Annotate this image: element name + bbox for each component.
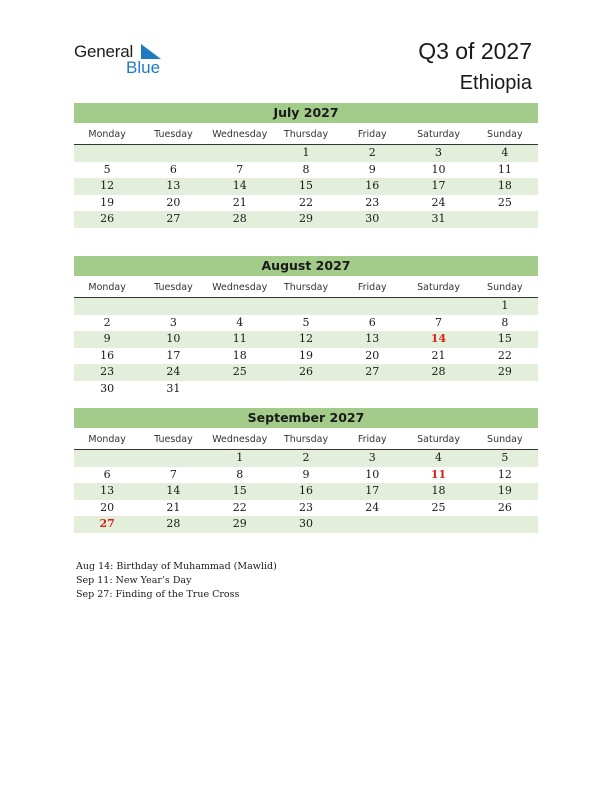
general-blue-logo: [74, 42, 174, 78]
day-cell: 10: [431, 162, 446, 176]
day-cell: 6: [169, 162, 177, 176]
week-row: [74, 195, 538, 212]
week-row: [74, 298, 538, 315]
day-cell: 9: [103, 332, 111, 345]
day-cell: 29: [298, 212, 313, 225]
country-name: Ethiopia: [459, 72, 532, 94]
day-cell: 5: [103, 162, 111, 176]
day-cell: [405, 516, 471, 533]
day-cell: 30: [365, 212, 380, 225]
weekday-header-row: [74, 430, 538, 450]
day-cell: 16: [298, 484, 313, 497]
day-cell: 8: [236, 467, 244, 481]
day-cell: 4: [501, 146, 509, 159]
day-cell: 20: [365, 348, 380, 362]
day-cell: [74, 145, 140, 162]
day-cell: 26: [298, 365, 313, 378]
weekday-label: Saturday: [417, 434, 460, 445]
weekday-label: Sunday: [487, 129, 523, 140]
weekday-label: Thursday: [283, 434, 329, 445]
holiday-notes: [76, 560, 277, 602]
weekday-label: Monday: [88, 129, 126, 140]
day-cell: 3: [169, 315, 177, 329]
weekday-label: Thursday: [283, 129, 329, 140]
day-cell: 28: [232, 212, 247, 225]
day-cell: [140, 450, 206, 467]
day-cell: 23: [100, 365, 115, 378]
day-cell: 23: [365, 195, 380, 209]
week-row: [74, 450, 538, 467]
day-cell: 15: [497, 332, 512, 345]
day-cell: [339, 381, 405, 398]
week-row: [74, 178, 538, 195]
weekday-label: Wednesday: [212, 282, 268, 293]
month-september: [74, 408, 538, 533]
day-cell: 20: [166, 195, 181, 209]
day-cell: 31: [431, 212, 446, 225]
day-cell: 18: [232, 348, 247, 362]
holiday-day-cell: 27: [99, 517, 115, 530]
day-cell: 29: [497, 365, 512, 378]
day-cell: 15: [232, 484, 247, 497]
weekday-label: Sunday: [487, 434, 523, 445]
day-cell: 13: [100, 484, 115, 497]
day-cell: 19: [298, 348, 313, 362]
weekday-label: Monday: [88, 282, 126, 293]
day-cell: 3: [368, 451, 376, 464]
weekday-label: Friday: [357, 129, 387, 140]
day-cell: 12: [298, 332, 313, 345]
day-cell: 19: [100, 195, 115, 209]
weekday-label: Tuesday: [154, 129, 193, 140]
week-row: [74, 145, 538, 162]
day-cell: 1: [236, 451, 244, 464]
holiday-day-cell: 11: [430, 467, 447, 481]
week-row: [74, 483, 538, 500]
week-row: [74, 211, 538, 228]
weekday-label: Saturday: [417, 282, 460, 293]
holiday-note: Aug 14: Birthday of Muhammad (Mawlid): [76, 561, 277, 572]
week-row: [74, 315, 538, 332]
day-cell: 27: [166, 212, 181, 225]
day-cell: 1: [302, 146, 310, 159]
month-july: [74, 103, 538, 228]
week-row: [74, 364, 538, 381]
day-cell: 14: [166, 484, 181, 497]
day-cell: 4: [236, 315, 244, 329]
week-row: [74, 348, 538, 365]
day-cell: 14: [232, 179, 247, 192]
day-cell: 1: [501, 299, 509, 312]
day-cell: 2: [103, 315, 111, 329]
day-cell: 6: [368, 315, 376, 329]
day-cell: 25: [232, 365, 247, 378]
day-cell: [472, 516, 538, 533]
day-cell: [405, 381, 471, 398]
day-cell: 24: [166, 365, 181, 378]
day-cell: [140, 145, 206, 162]
day-cell: 22: [232, 500, 247, 514]
day-cell: 12: [497, 467, 512, 481]
day-cell: 8: [302, 162, 310, 176]
weekday-label: Friday: [357, 282, 387, 293]
day-cell: 28: [166, 517, 181, 530]
day-cell: [140, 298, 206, 315]
weekday-label: Tuesday: [154, 434, 193, 445]
weekday-label: Friday: [357, 434, 387, 445]
day-cell: 30: [298, 517, 313, 530]
day-cell: [74, 298, 140, 315]
week-row: [74, 516, 538, 533]
day-cell: 5: [302, 315, 310, 329]
day-cell: 7: [236, 162, 244, 176]
day-cell: 30: [100, 381, 115, 395]
day-cell: [207, 298, 273, 315]
day-cell: [472, 211, 538, 228]
day-cell: 17: [365, 484, 380, 497]
day-cell: [472, 381, 538, 398]
day-cell: 9: [368, 162, 376, 176]
day-cell: 21: [431, 348, 446, 362]
day-cell: 16: [100, 348, 115, 362]
day-cell: 9: [302, 467, 310, 481]
day-cell: 4: [435, 451, 443, 464]
page-title: Q3 of 2027: [418, 38, 532, 64]
day-cell: 16: [365, 179, 380, 192]
month-title: August 2027: [74, 256, 538, 276]
week-row: [74, 331, 538, 348]
day-cell: [74, 450, 140, 467]
day-cell: 22: [497, 348, 512, 362]
day-cell: 21: [232, 195, 247, 209]
weekday-label: Thursday: [283, 282, 329, 293]
day-cell: 11: [497, 162, 512, 176]
month-august: [74, 256, 538, 397]
day-cell: 21: [166, 500, 181, 514]
weekday-label: Saturday: [417, 129, 460, 140]
day-cell: 17: [166, 348, 181, 362]
day-cell: 7: [169, 467, 177, 481]
weekday-label: Sunday: [487, 282, 523, 293]
weekday-label: Tuesday: [154, 282, 193, 293]
holiday-note: Sep 27: Finding of the True Cross: [76, 589, 240, 600]
day-cell: [405, 298, 471, 315]
day-cell: 23: [298, 500, 313, 514]
day-cell: [339, 516, 405, 533]
day-cell: 2: [368, 146, 376, 159]
weekday-label: Wednesday: [212, 129, 268, 140]
weekday-header-row: [74, 125, 538, 145]
week-row: [74, 162, 538, 179]
day-cell: 26: [497, 500, 512, 514]
day-cell: 10: [365, 467, 380, 481]
week-row: [74, 500, 538, 517]
day-cell: [273, 298, 339, 315]
month-title: September 2027: [74, 408, 538, 428]
day-cell: 18: [431, 484, 446, 497]
day-cell: 13: [365, 332, 380, 345]
day-cell: [273, 381, 339, 398]
day-cell: 8: [501, 315, 509, 329]
holiday-note: Sep 11: New Year’s Day: [76, 575, 192, 586]
day-cell: 6: [103, 467, 111, 481]
day-cell: 24: [365, 500, 380, 514]
weekday-label: Wednesday: [212, 434, 268, 445]
day-cell: 31: [166, 381, 181, 395]
holiday-day-cell: 14: [430, 332, 447, 345]
day-cell: [207, 145, 273, 162]
day-cell: 15: [298, 179, 313, 192]
day-cell: 28: [431, 365, 446, 378]
day-cell: 18: [497, 179, 512, 192]
day-cell: 5: [501, 451, 509, 464]
day-cell: [339, 298, 405, 315]
day-cell: 12: [100, 179, 115, 192]
day-cell: 29: [232, 517, 247, 530]
day-cell: 11: [232, 332, 247, 345]
month-title: July 2027: [74, 103, 538, 123]
day-cell: 20: [100, 500, 115, 514]
week-row: [74, 381, 538, 398]
day-cell: 13: [166, 179, 181, 192]
day-cell: 17: [431, 179, 446, 192]
day-cell: 26: [100, 212, 115, 225]
logo-word-general: General: [74, 42, 134, 61]
day-cell: 7: [435, 315, 443, 329]
week-row: [74, 467, 538, 484]
day-cell: 25: [497, 195, 512, 209]
day-cell: 10: [166, 332, 181, 345]
day-cell: 22: [298, 195, 313, 209]
weekday-header-row: [74, 278, 538, 298]
logo-word-blue: Blue: [126, 58, 161, 77]
day-cell: 2: [302, 451, 310, 464]
day-cell: 19: [497, 484, 512, 497]
day-cell: 27: [365, 365, 380, 378]
day-cell: [207, 381, 273, 398]
weekday-label: Monday: [88, 434, 126, 445]
day-cell: 3: [435, 146, 443, 159]
day-cell: 24: [431, 195, 446, 209]
day-cell: 25: [431, 500, 446, 514]
